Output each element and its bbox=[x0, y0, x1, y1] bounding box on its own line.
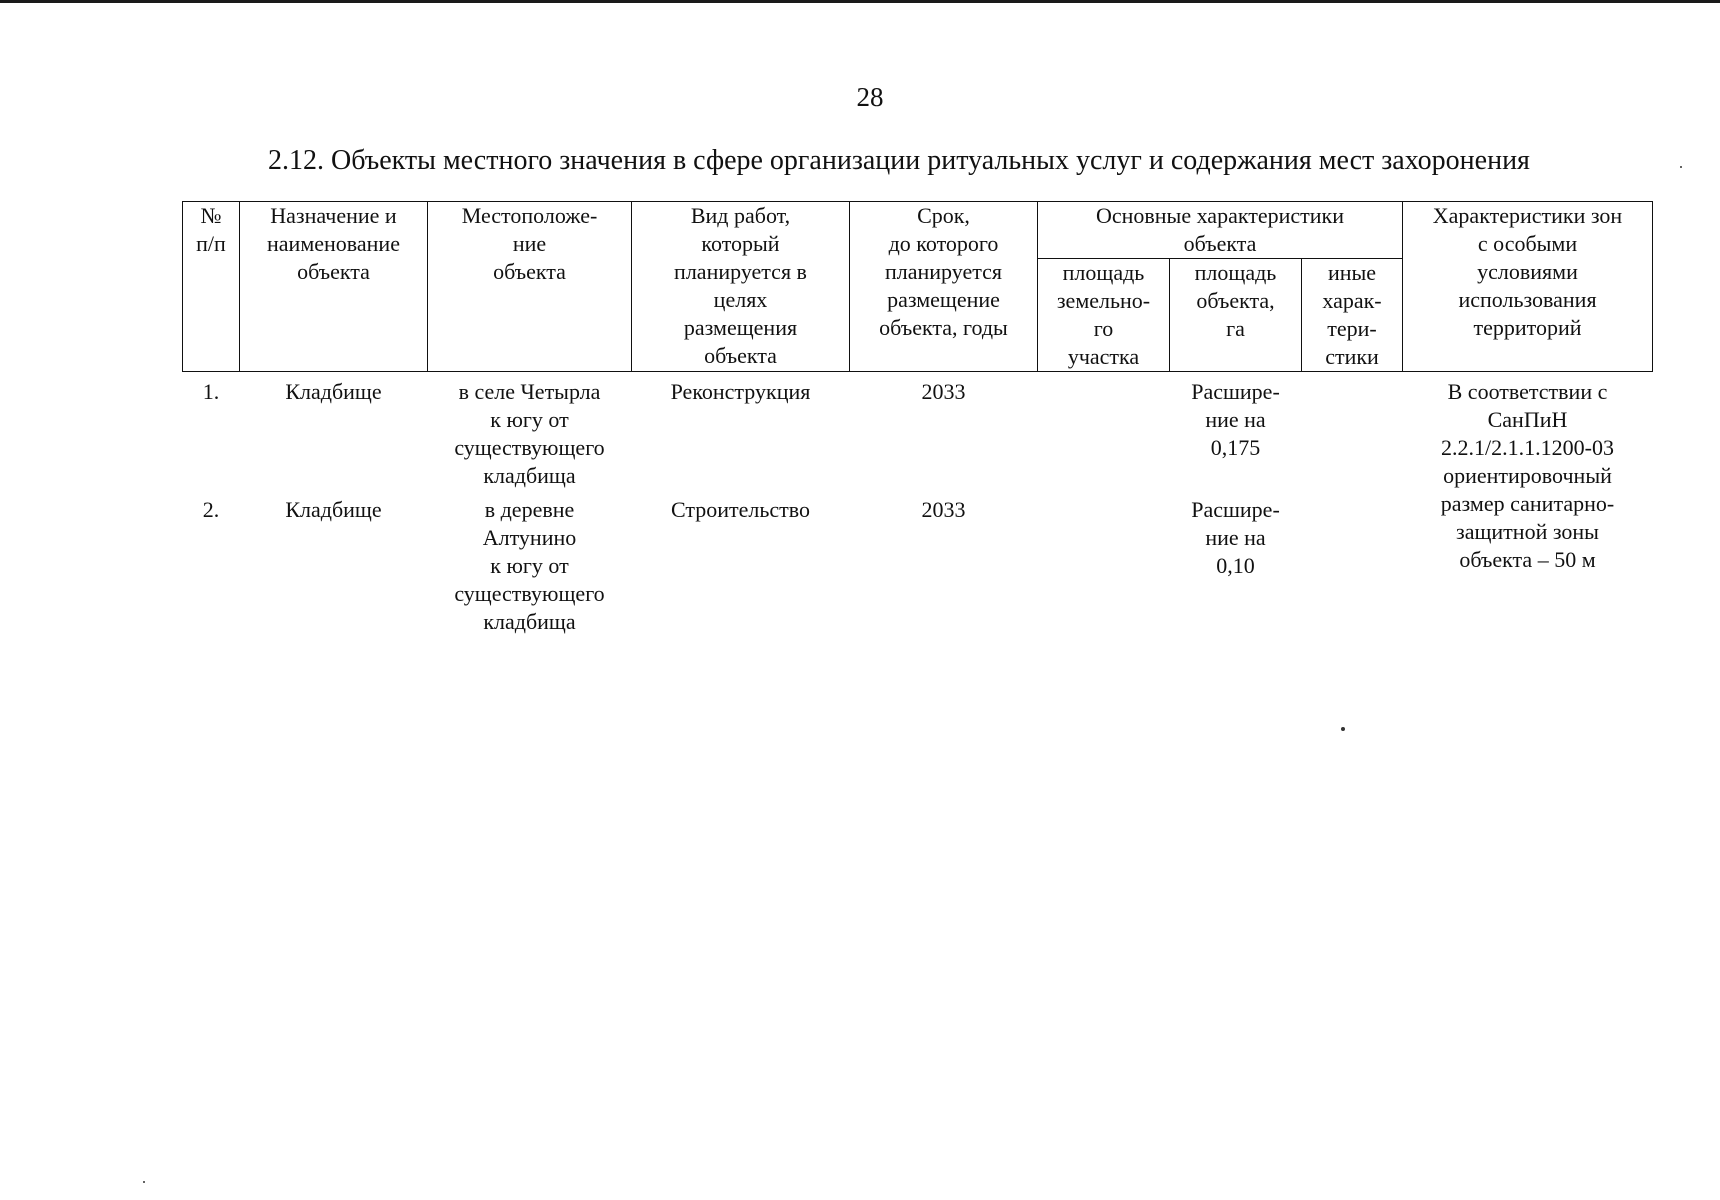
table-row bbox=[183, 372, 1653, 491]
scan-speck bbox=[1341, 727, 1345, 731]
text-line: в деревне bbox=[484, 497, 575, 522]
text-line: тери- bbox=[1327, 316, 1377, 341]
header-zones bbox=[1403, 202, 1653, 372]
work-type: Реконструкция bbox=[670, 379, 811, 404]
header-object-area bbox=[1170, 259, 1302, 372]
text-line: территорий bbox=[1473, 315, 1582, 340]
text-line: СанПиН bbox=[1487, 407, 1568, 432]
text-line: объекта bbox=[297, 259, 370, 284]
scan-speck bbox=[1680, 166, 1682, 168]
text-line: го bbox=[1093, 316, 1114, 341]
text-line: Расшире- bbox=[1191, 379, 1280, 404]
text-line: объекта bbox=[493, 259, 566, 284]
object-location bbox=[428, 490, 632, 636]
text-line: иные bbox=[1327, 260, 1377, 285]
text-line: ние на bbox=[1205, 525, 1266, 550]
text-line: ние на bbox=[1205, 407, 1266, 432]
land-area bbox=[1038, 372, 1170, 491]
text-line: объекта, годы bbox=[879, 315, 1008, 340]
page-number: 28 bbox=[856, 82, 884, 112]
work-type: Строительство bbox=[670, 497, 811, 522]
header-land-area bbox=[1038, 259, 1170, 372]
text-line: размещения bbox=[683, 315, 798, 340]
term-year: 2033 bbox=[921, 497, 966, 522]
text-line: земельно- bbox=[1056, 288, 1151, 313]
text-line: Вид работ, bbox=[690, 203, 791, 228]
text-line: п/п bbox=[196, 231, 226, 256]
text-line: харак- bbox=[1322, 288, 1382, 313]
text-line: объекта bbox=[704, 343, 777, 368]
text-line: до которого bbox=[888, 231, 999, 256]
text-line: в селе Четырла bbox=[458, 379, 601, 404]
text-line: 2.2.1/2.1.1.1200-03 bbox=[1441, 435, 1614, 460]
text-line: га bbox=[1226, 316, 1245, 341]
other-characteristics bbox=[1302, 372, 1403, 491]
text-line: который bbox=[701, 231, 780, 256]
text-line: размещение bbox=[887, 287, 1000, 312]
text-line: с особыми bbox=[1477, 231, 1578, 256]
header-other-characteristics bbox=[1302, 259, 1403, 372]
text-line: участка bbox=[1067, 344, 1140, 369]
text-line: объекта – 50 м bbox=[1459, 547, 1596, 572]
text-line: ние bbox=[512, 231, 547, 256]
text-line: существующего bbox=[454, 581, 605, 606]
text-line: условиями bbox=[1477, 259, 1578, 284]
row-number: 1. bbox=[202, 379, 220, 404]
object-area bbox=[1170, 372, 1302, 491]
header-row-1 bbox=[183, 202, 1653, 259]
text-line: объекта bbox=[1183, 231, 1257, 256]
header-name bbox=[240, 202, 428, 372]
row-number: 2. bbox=[202, 497, 220, 522]
text-line: площадь bbox=[1062, 260, 1145, 285]
header-term bbox=[850, 202, 1038, 372]
header-main-characteristics bbox=[1038, 202, 1403, 259]
text-line: размер санитарно- bbox=[1440, 491, 1615, 516]
other-characteristics bbox=[1302, 490, 1403, 636]
text-line: Характеристики зон bbox=[1432, 203, 1623, 228]
text-line: Срок, bbox=[917, 203, 970, 228]
top-border-line bbox=[0, 0, 1720, 3]
text-line: площадь bbox=[1194, 260, 1277, 285]
object-name: Кладбище bbox=[285, 379, 382, 404]
text-line: № bbox=[200, 203, 222, 228]
text-line: защитной зоны bbox=[1456, 519, 1599, 544]
text-line: к югу от bbox=[490, 553, 569, 578]
text-line: кладбища bbox=[483, 609, 576, 634]
text-line: Местоположе- bbox=[461, 203, 598, 228]
text-line: В соответствии с bbox=[1447, 379, 1608, 404]
term-year: 2033 bbox=[921, 379, 966, 404]
object-name: Кладбище bbox=[285, 497, 382, 522]
objects-table bbox=[182, 201, 1653, 636]
text-line: существующего bbox=[454, 435, 605, 460]
header-num bbox=[183, 202, 240, 372]
object-area bbox=[1170, 490, 1302, 636]
text-line: 0,175 bbox=[1210, 435, 1261, 460]
text-line: ориентировочный bbox=[1443, 463, 1612, 488]
text-line: объекта, bbox=[1196, 288, 1275, 313]
text-line: Назначение и bbox=[270, 203, 397, 228]
text-line: планируется bbox=[884, 259, 1002, 284]
text-line: наименование bbox=[267, 231, 400, 256]
zones-note bbox=[1403, 372, 1653, 637]
object-location bbox=[428, 372, 632, 491]
text-line: Алтунино bbox=[482, 525, 577, 550]
text-line: Расшире- bbox=[1191, 497, 1280, 522]
text-line: использования bbox=[1458, 287, 1597, 312]
text-line: 0,10 bbox=[1216, 553, 1255, 578]
text-line: Основные характеристики bbox=[1095, 203, 1345, 228]
text-line: стики bbox=[1325, 344, 1379, 369]
header-location bbox=[428, 202, 632, 372]
scan-speck bbox=[143, 1181, 145, 1183]
land-area bbox=[1038, 490, 1170, 636]
text-line: кладбища bbox=[483, 463, 576, 488]
text-line: целях bbox=[713, 287, 768, 312]
text-line: планируется в bbox=[674, 259, 807, 284]
section-title: 2.12. Объекты местного значения в сфере организации ритуальных услуг и содержания мест захоронения bbox=[268, 145, 1530, 176]
header-work-type bbox=[632, 202, 850, 372]
text-line: к югу от bbox=[490, 407, 569, 432]
